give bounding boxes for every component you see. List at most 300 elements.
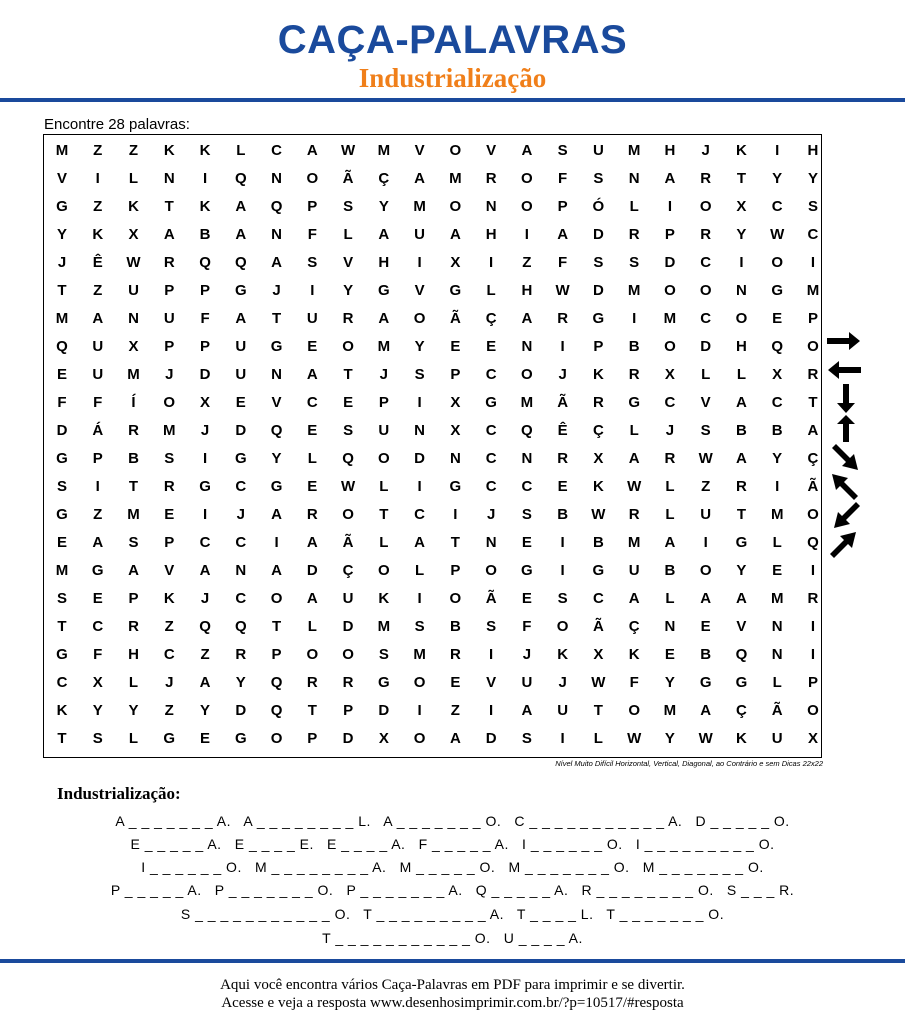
grid-letter: L	[772, 534, 782, 551]
grid-letter: F	[93, 394, 103, 411]
grid-letter: I	[489, 646, 494, 663]
grid-letter: A	[521, 310, 533, 327]
grid-letter: O	[377, 450, 390, 467]
grid-letter: O	[521, 198, 533, 215]
grid-letter: F	[200, 310, 210, 327]
grid-letter: O	[699, 562, 712, 579]
grid-letter: W	[698, 450, 713, 467]
grid-letter: J	[701, 142, 710, 159]
arrow-down-left-icon	[832, 502, 860, 530]
grid-letter: R	[163, 478, 175, 495]
grid-letter: X	[593, 646, 604, 663]
grid-letter: G	[735, 674, 748, 691]
grid-letter: C	[592, 590, 604, 607]
grid-letter: Q	[270, 674, 283, 691]
grid-letter: Ã	[557, 394, 569, 411]
grid-letter: T	[450, 534, 460, 551]
grid-letter: G	[628, 394, 640, 411]
grid-letter: R	[557, 450, 569, 467]
grid-letter: G	[234, 282, 247, 299]
grid-letter: O	[163, 394, 176, 411]
grid-letter: A	[235, 226, 247, 243]
grid-letter: I	[560, 338, 565, 355]
grid-letter: K	[736, 142, 747, 159]
grid-letter: A	[378, 310, 390, 327]
grid-letter: P	[164, 534, 175, 551]
grid-letter: O	[342, 338, 354, 355]
grid-letter: L	[665, 506, 675, 523]
grid-letter: P	[807, 674, 818, 691]
grid-letter: I	[810, 646, 816, 663]
grid-letter: E	[772, 562, 783, 579]
grid-letter: Z	[93, 198, 103, 215]
grid-letter: J	[57, 254, 67, 271]
grid-letter: Z	[450, 702, 460, 719]
grid-letter: M	[663, 310, 677, 327]
arrow-up-icon	[836, 414, 856, 442]
grid-letter: L	[772, 674, 782, 691]
grid-letter: E	[486, 338, 497, 355]
grid-letter: I	[417, 702, 422, 719]
grid-letter: K	[199, 142, 211, 159]
word-list-title: Industrialização:	[57, 784, 181, 803]
grid-letter: L	[736, 366, 747, 383]
grid-letter: F	[558, 170, 568, 187]
grid-letter: G	[592, 310, 605, 327]
grid-letter: L	[665, 590, 675, 607]
grid-letter: A	[306, 534, 318, 551]
grid-letter: G	[735, 534, 748, 551]
grid-letter: R	[700, 226, 712, 243]
grid-letter: N	[485, 534, 497, 551]
grid-letter: G	[56, 646, 68, 663]
grid-letter: K	[592, 366, 604, 383]
grid-letter: B	[736, 422, 747, 439]
grid-letter: P	[164, 338, 175, 355]
grid-letter: A	[449, 730, 461, 747]
grid-letter: Ê	[557, 422, 568, 439]
grid-letter: Z	[701, 478, 711, 495]
grid-letter: B	[592, 534, 604, 551]
grid-letter: B	[128, 450, 139, 467]
grid-letter: U	[771, 730, 783, 747]
grid-letter: M	[413, 198, 426, 215]
grid-letter: W	[340, 142, 356, 159]
grid-letter: U	[628, 562, 640, 579]
grid-letter: S	[343, 198, 354, 215]
grid-letter: R	[628, 226, 640, 243]
grid-letter: G	[699, 674, 712, 691]
grid-letter: V	[271, 394, 282, 411]
top-divider	[0, 98, 905, 102]
grid-letter: L	[307, 618, 317, 635]
word-search-grid	[43, 134, 822, 758]
grid-letter: T	[271, 618, 282, 635]
grid-letter: Q	[270, 422, 283, 439]
grid-letter: B	[557, 506, 569, 523]
grid-letter: Z	[93, 282, 103, 299]
grid-letter: U	[235, 366, 247, 383]
grid-letter: O	[771, 254, 784, 271]
grid-letter: Ã	[485, 590, 497, 607]
grid-letter: G	[485, 394, 497, 411]
grid-letter: P	[271, 646, 282, 663]
grid-letter: E	[307, 478, 318, 495]
grid-letter: B	[199, 226, 211, 243]
grid-letter: Q	[199, 618, 211, 635]
grid-letter: J	[200, 422, 210, 439]
grid-letter: C	[92, 618, 104, 635]
grid-letter: G	[56, 506, 68, 523]
grid-letter: O	[306, 646, 319, 663]
grid-letter: O	[342, 646, 354, 663]
grid-letter: W	[627, 730, 642, 747]
grid-letter: I	[202, 170, 208, 187]
grid-letter: W	[340, 478, 356, 495]
grid-letter: K	[592, 478, 604, 495]
grid-letter: I	[667, 198, 672, 215]
grid-letter: S	[307, 254, 318, 271]
grid-letter: X	[200, 394, 211, 411]
grid-letter: B	[771, 422, 783, 439]
grid-letter: G	[199, 478, 211, 495]
grid-letter: A	[807, 422, 819, 439]
grid-letter: V	[486, 674, 497, 691]
grid-letter: O	[449, 198, 462, 215]
grid-letter: U	[342, 590, 354, 607]
grid-letter: S	[414, 366, 425, 383]
grid-letter: F	[57, 394, 67, 411]
grid-letter: P	[307, 198, 318, 215]
arrow-up-right-icon	[830, 530, 858, 558]
grid-letter: E	[200, 730, 211, 747]
grid-letter: Z	[93, 506, 103, 523]
grid-letter: X	[807, 730, 818, 747]
grid-letter: G	[56, 198, 68, 215]
grid-letter: Ã	[342, 534, 354, 551]
grid-letter: G	[521, 562, 533, 579]
grid-letter: Y	[128, 702, 139, 719]
page-title: CAÇA-PALAVRAS	[277, 18, 628, 62]
grid-letter: Y	[772, 170, 783, 187]
grid-letter: Ç	[592, 422, 604, 439]
grid-letter: X	[128, 338, 139, 355]
grid-letter: C	[271, 142, 282, 159]
grid-letter: L	[128, 730, 139, 747]
grid-letter: F	[629, 674, 639, 691]
grid-letter: Í	[131, 394, 136, 411]
grid-letter: N	[771, 646, 783, 663]
grid-letter: E	[772, 310, 783, 327]
grid-letter: E	[521, 590, 532, 607]
grid-letter: Q	[234, 170, 247, 187]
grid-letter: U	[306, 310, 318, 327]
grid-letter: N	[128, 310, 139, 327]
grid-letter: K	[56, 702, 68, 719]
grid-letter: L	[629, 422, 639, 439]
grid-letter: R	[342, 310, 354, 327]
grid-letter: X	[450, 254, 461, 271]
arrow-up-left-icon	[830, 472, 858, 500]
grid-letter: K	[557, 646, 569, 663]
grid-letter: A	[199, 674, 211, 691]
grid-letter: J	[522, 646, 532, 663]
grid-letter: E	[700, 618, 711, 635]
grid-letter: R	[163, 254, 175, 271]
grid-letter: O	[306, 170, 319, 187]
grid-letter: C	[485, 366, 497, 383]
grid-letter: N	[271, 226, 282, 243]
grid-letter: F	[558, 254, 568, 271]
grid-letter: M	[55, 142, 69, 159]
grid-letter: M	[377, 338, 391, 355]
grid-letter: A	[92, 534, 104, 551]
grid-letter: Y	[343, 282, 354, 299]
grid-letter: R	[664, 450, 676, 467]
grid-letter: A	[521, 702, 533, 719]
grid-letter: I	[810, 618, 816, 635]
grid-letter: L	[307, 450, 317, 467]
grid-letter: A	[736, 590, 747, 607]
grid-letter: G	[270, 338, 283, 355]
grid-letter: A	[449, 226, 461, 243]
grid-letter: D	[56, 422, 68, 439]
grid-letter: M	[413, 646, 426, 663]
grid-letter: M	[770, 506, 784, 523]
grid-letter: I	[560, 562, 565, 579]
grid-letter: I	[453, 506, 458, 523]
grid-letter: P	[164, 282, 175, 299]
grid-letter: I	[202, 506, 208, 523]
grid-letter: S	[521, 506, 532, 523]
grid-letter: A	[378, 226, 390, 243]
grid-letter: G	[592, 562, 605, 579]
arrow-down-icon	[836, 384, 856, 414]
grid-letter: I	[524, 226, 529, 243]
grid-letter: E	[450, 674, 461, 691]
grid-letter: J	[272, 282, 281, 299]
grid-letter: D	[592, 226, 604, 243]
grid-letter: L	[629, 198, 639, 215]
grid-letter: C	[235, 478, 247, 495]
grid-letter: O	[377, 562, 390, 579]
grid-letter: N	[414, 422, 426, 439]
grid-letter: Ç	[378, 170, 390, 187]
grid-letter: J	[558, 674, 567, 691]
grid-letter: S	[164, 450, 175, 467]
grid-letter: C	[700, 254, 712, 271]
grid-letter: C	[485, 422, 497, 439]
grid-letter: A	[271, 506, 282, 523]
grid-letter: U	[700, 506, 712, 523]
grid-letter: A	[306, 590, 318, 607]
grid-letter: Y	[664, 674, 675, 691]
grid-letter: C	[56, 674, 68, 691]
grid-letter: N	[163, 170, 175, 187]
grid-letter: A	[163, 226, 175, 243]
grid-letter: N	[271, 170, 282, 187]
grid-letter: M	[627, 142, 641, 159]
grid-letter: D	[485, 730, 497, 747]
grid-letter: Q	[521, 422, 533, 439]
grid-letter: C	[163, 646, 175, 663]
grid-letter: L	[379, 534, 389, 551]
arrow-left-icon	[827, 360, 861, 380]
grid-letter: E	[307, 422, 318, 439]
footer-text: Aqui você encontra vários Caça-Palavras em PDF para imprimir e se divertir.	[220, 977, 685, 993]
grid-letter: R	[485, 170, 497, 187]
grid-letter: M	[520, 394, 534, 411]
grid-letter: Á	[92, 422, 104, 439]
grid-letter: X	[92, 674, 103, 691]
grid-letter: S	[414, 618, 425, 635]
grid-letter: M	[163, 422, 176, 439]
grid-letter: P	[92, 450, 103, 467]
grid-letter: O	[664, 338, 676, 355]
word-list-line: E _ _ _ _ _ A. E _ _ _ _ E. E _ _ _ _ A. F _ _ _ _ _ A. I _ _ _ _ _ _ O. I _ _ _ _ _ _ _ _ _ O.	[130, 836, 775, 852]
grid-letter: M	[55, 562, 69, 579]
grid-letter: O	[807, 506, 819, 523]
grid-letter: T	[164, 198, 174, 215]
grid-letter: O	[699, 198, 712, 215]
grid-letter: Ç	[342, 562, 354, 579]
grid-letter: O	[628, 702, 640, 719]
grid-letter: R	[128, 618, 139, 635]
grid-letter: O	[342, 506, 354, 523]
grid-letter: E	[521, 534, 532, 551]
grid-letter: V	[414, 142, 425, 159]
grid-letter: T	[379, 506, 389, 523]
grid-letter: Z	[93, 142, 103, 159]
grid-letter: R	[449, 646, 461, 663]
grid-letter: G	[234, 450, 247, 467]
grid-letter: A	[736, 450, 747, 467]
grid-letter: O	[521, 170, 533, 187]
grid-letter: Q	[807, 534, 819, 551]
grid-letter: U	[163, 310, 175, 327]
difficulty-note: Nível Muito Difícil Horizontal, Vertical, Diagonal, ao Contrário e sem Dicas 22x22	[555, 759, 823, 768]
grid-letter: R	[736, 478, 747, 495]
grid-letter: U	[92, 338, 104, 355]
grid-letter: R	[592, 394, 604, 411]
grid-letter: C	[199, 534, 211, 551]
grid-letter: S	[343, 422, 354, 439]
grid-letter: S	[128, 534, 139, 551]
grid-letter: I	[417, 254, 422, 271]
grid-letter: O	[270, 730, 283, 747]
grid-letter: E	[307, 338, 318, 355]
grid-letter: M	[55, 310, 69, 327]
grid-letter: S	[486, 618, 497, 635]
grid-letter: M	[770, 590, 784, 607]
grid-letter: Y	[807, 170, 818, 187]
grid-letter: G	[449, 282, 462, 299]
grid-letter: S	[92, 730, 103, 747]
grid-letter: N	[235, 562, 247, 579]
grid-letter: A	[306, 142, 318, 159]
grid-letter: C	[306, 394, 318, 411]
grid-letter: N	[521, 450, 533, 467]
grid-letter: D	[235, 422, 247, 439]
grid-letter: G	[771, 282, 784, 299]
grid-letter: E	[164, 506, 175, 523]
grid-letter: D	[342, 730, 354, 747]
grid-letter: L	[128, 170, 139, 187]
grid-letter: R	[128, 422, 139, 439]
grid-letter: O	[485, 562, 497, 579]
grid-letter: E	[343, 394, 354, 411]
grid-letter: N	[736, 282, 747, 299]
grid-letter: U	[92, 366, 104, 383]
grid-letter: G	[449, 478, 462, 495]
grid-letter: I	[560, 730, 565, 747]
grid-letter: S	[557, 142, 568, 159]
grid-letter: K	[736, 730, 747, 747]
grid-letter: Ó	[592, 198, 605, 215]
grid-letter: A	[521, 142, 533, 159]
grid-letter: L	[343, 226, 353, 243]
grid-letter: K	[199, 198, 211, 215]
grid-letter: S	[56, 478, 67, 495]
grid-letter: D	[664, 254, 676, 271]
grid-letter: V	[56, 170, 67, 187]
grid-letter: G	[91, 562, 104, 579]
grid-letter: A	[414, 170, 426, 187]
bottom-divider	[0, 959, 905, 963]
grid-letter: D	[414, 450, 426, 467]
grid-letter: W	[555, 282, 570, 299]
grid-letter: Ã	[771, 702, 783, 719]
grid-letter: M	[449, 170, 462, 187]
grid-letter: S	[629, 254, 640, 271]
grid-letter: T	[593, 702, 603, 719]
grid-letter: J	[379, 366, 388, 383]
grid-letter: Y	[235, 674, 246, 691]
grid-letter: A	[306, 366, 318, 383]
grid-letter: T	[736, 170, 747, 187]
grid-letter: Y	[92, 702, 103, 719]
grid-letter: T	[57, 282, 67, 299]
grid-letter: W	[698, 730, 713, 747]
grid-letter: A	[414, 534, 426, 551]
grid-letter: T	[343, 366, 353, 383]
grid-letter: Z	[164, 702, 174, 719]
grid-letter: Q	[270, 702, 283, 719]
grid-letter: M	[806, 282, 820, 299]
grid-letter: F	[307, 226, 317, 243]
grid-letter: T	[128, 478, 139, 495]
grid-letter: D	[199, 366, 211, 383]
grid-letter: N	[771, 618, 783, 635]
grid-letter: I	[703, 534, 708, 551]
grid-letter: Q	[735, 646, 748, 663]
grid-letter: L	[128, 674, 139, 691]
grid-letter: I	[274, 534, 279, 551]
grid-letter: Ç	[628, 618, 640, 635]
grid-letter: K	[163, 590, 175, 607]
grid-letter: L	[665, 478, 675, 495]
grid-letter: O	[735, 310, 748, 327]
grid-letter: J	[200, 590, 210, 607]
word-list-line: T _ _ _ _ _ _ _ _ _ _ _ O. U _ _ _ _ A.	[322, 930, 583, 946]
grid-letter: T	[57, 618, 67, 635]
grid-letter: T	[808, 394, 818, 411]
grid-letter: G	[234, 730, 247, 747]
grid-letter: G	[56, 450, 68, 467]
grid-letter: J	[486, 506, 496, 523]
grid-letter: P	[450, 562, 461, 579]
footer-link-text: Acesse e veja a resposta www.desenhosimprimir.com.br/?p=10517/#resposta	[221, 995, 684, 1011]
